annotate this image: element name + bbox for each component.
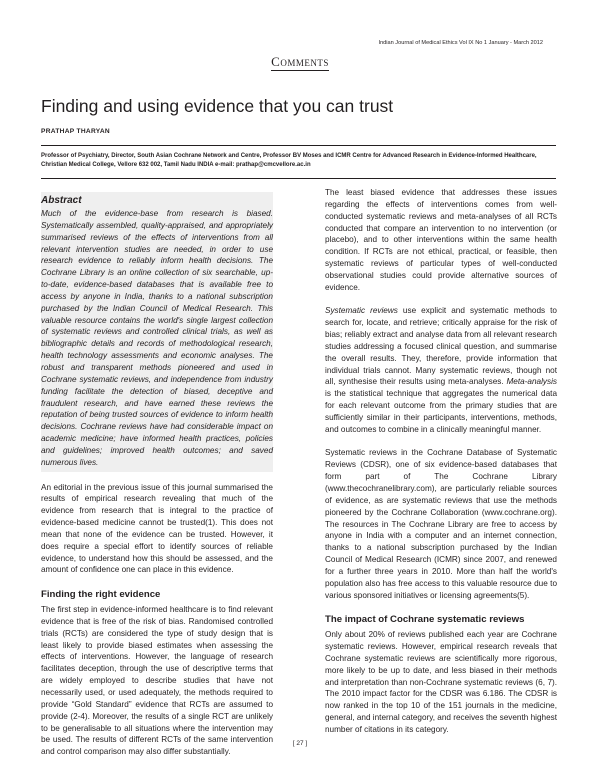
term-meta-analysis: Meta-analysis [506, 377, 557, 387]
author-name: PRATHAP THARYAN [41, 128, 110, 135]
left-column [41, 192, 273, 770]
abstract-text: Much of the evidence-base from research is biased. Systematically assembled, quality-appraised, and appropriately summarised reviews of the effects of interventions from all relevant intervention studies are needed, in order to use research evidence to reliably inform health decisions. The Cochrane Library is an online collection of six searchable, up-to-date, evidence-based databases that is available free to access by anyone in India, thanks to a national subscription purchased by the Indian Council of Medical Research. This valuable resource contains the world's single largest collection of systematic reviews and controlled clinical trials, as well as bibliographic details and records of methodological research, health technology assessments and economic analyses. The robust and transparent methods pioneered and used in Cochrane systematic reviews, and independence from industry funding facilitate the detection of biased, deceptive and fraudulent research, and have earned these reviews the reputation of being trusted sources of evidence to inform health decisions. Cochrane reviews have had considerable impact on academic medicine; have informed health practices, policies and guidelines; improved health outcomes; and saved numerous lives. [41, 209, 273, 467]
abstract-heading: Abstract [41, 195, 82, 206]
page-number: [ 27 ] [292, 740, 308, 747]
least-biased-paragraph: The least biased evidence that addresses these issues regarding the effects of interventions comes from well-conducted systematic reviews and meta-analyses of all RCTs conducted that compare an intervention to no intervention (or placebo), and to other interventions within the same health condition. If RCTs are not ethical, practical, or feasible, then systematic reviews of particular types of well-conducted observational studies could provide alternative sources of evidence. [325, 188, 557, 292]
bottom-divider [41, 178, 556, 179]
impact-paragraph: Only about 20% of reviews published each year are Cochrane systematic reviews. However, empirical research reveals that Cochrane systematic reviews are scientifically more rigorous, more likely to be up to date, and less biased in their methods and interpretation than non-Cochrane systematic reviews (6, 7). The 2010 impact factor for the CDSR was 6.186. The CDSR is now ranked in the top 10 of the 151 journals in the medicine, general, and internal category, and receives the seventh highest number of citations in its category. [325, 630, 557, 734]
section-label: Comments [271, 54, 329, 69]
term-systematic-reviews: Systematic reviews [325, 306, 398, 316]
systematic-reviews-text-b: is the statistical technique that aggregates the numerical data for each relevant outcome from the primary studies that are sufficiently similar in their participants, interventions, methods, and outcomes to combine in a clinically meaningful manner. [325, 389, 557, 434]
journal-header: Indian Journal of Medical Ethics Vol IX No 1 January - March 2012 [378, 40, 543, 46]
finding-evidence-paragraph: The first step in evidence-informed healthcare is to find relevant evidence that is free of the risk of bias. Randomised controlled trials (RCTs) are considered the type of study design that is least likely to provide biased estimates when assessing the effects of interventions. However, the language of research facilitates deception, through the use of descriptive terms that are widely employed to describe studies that have not necessarily used, or used adequately, the methods required to provide “Gold Standard” evidence that RCTs are assumed to provide (2-4). Moreover, the results of a single RCT are unlikely to be generalisable to all situations where the intervention may be used. The results of different RCTs of the same intervention and control comparison may also differ substantially. [41, 605, 273, 757]
finding-evidence-heading: Finding the right evidence [41, 589, 161, 601]
intro-paragraph: An editorial in the previous issue of this journal summarised the results of empirical research revealing that much of the evidence from research that is integral to the practice of evidence-based medicine cannot be trusted(1). This does not mean that none of the evidence can be trusted. However, it does require a special effort to identify sources of reliable evidence, to understand how this should be assessed, and the amount of confidence one can place in this evidence. [41, 482, 273, 575]
abstract-box [41, 192, 273, 472]
impact-heading: The impact of Cochrane systematic reviews [325, 614, 525, 626]
section-heading [0, 54, 600, 70]
right-column [325, 187, 557, 748]
article-title: Finding and using evidence that you can trust [41, 96, 394, 116]
cochrane-database-paragraph: Systematic reviews in the Cochrane Database of Systematic Reviews (CDSR), one of six evidence-based databases that form part of The Cochrane Library (www.thecochranelibrary.com), are particularly reliable sources of evidence, as are systematic reviews that use the methods pioneered by the Cochrane Collaboration (www.cochrane.org). The resources in The Cochrane Library are free to access by anyone in India with a computer and an internet connection, thanks to a national subscription purchased by the Indian Council of Medical Research (ICMR) since 2007, and renewed for a further three years in 2010. More than half the world's population also has free access to this valuable resource due to various sponsored initiatives or licensing agreements(5). [325, 448, 557, 600]
systematic-reviews-text-a: use explicit and systematic methods to search for, locate, and retrieve; critically appraise for the risk of bias; reliably extract and analyse data from all relevant research studies addressing a focused clinical question, and summarise the overall results. They, therefore, provide information that individual trials cannot. Many systematic reviews, though not all, synthesise their results using meta-analyses. [325, 306, 557, 387]
top-divider [41, 145, 556, 146]
author-affiliation: Professor of Psychiatry, Director, South Asian Cochrane Network and Centre, Professor BV Moses and ICMR Centre for Advanced Research in Evidence-Informed Healthcare, Christian Medical College, Vellore 632 002, Tamil Nadu INDIA e-mail: prathap@cmcvellore.ac.in [41, 153, 537, 169]
systematic-reviews-paragraph [325, 305, 557, 435]
